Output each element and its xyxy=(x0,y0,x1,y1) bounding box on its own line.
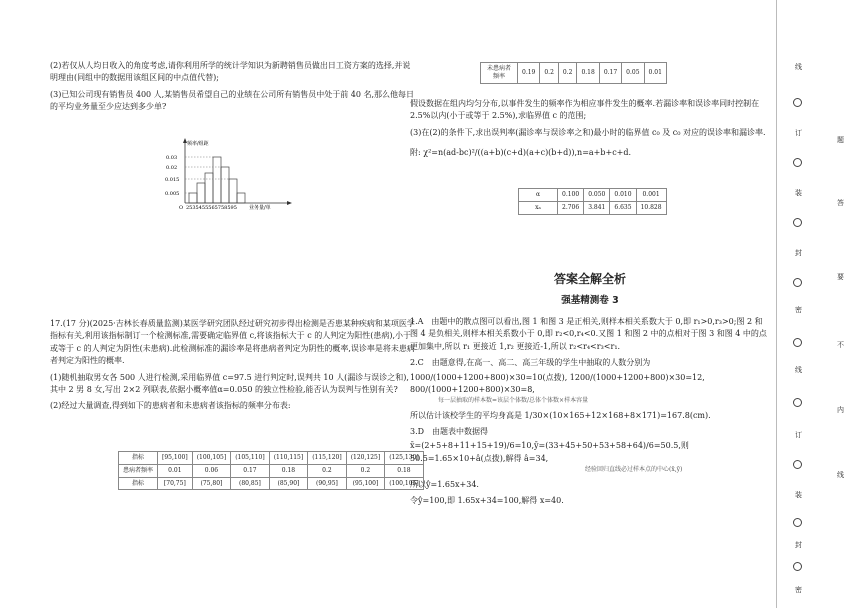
table-cell: 0.100 xyxy=(558,189,584,202)
table-cell: 10.828 xyxy=(636,201,666,214)
hist-ytick-3: 0.015 xyxy=(165,177,180,183)
margin-char: 封 xyxy=(795,541,802,549)
table-cell: (80,85] xyxy=(231,477,270,490)
answer-3-note: 经验回归直线必过样本点的中心(x̄,ȳ) xyxy=(585,466,683,474)
margin-char: 不 xyxy=(837,341,844,349)
margin-char: 线 xyxy=(795,366,802,374)
table-cell: (100,105] xyxy=(192,452,231,465)
q17-part3: (3)在(2)的条件下,求出误判率(漏诊率与误诊率之和)最小时的临界值 c₀ 及 c₀ 对应的误诊率和漏诊率. xyxy=(410,127,766,137)
table-cell: (105,110] xyxy=(231,452,270,465)
unpatient-frequency-table xyxy=(480,62,667,84)
table-header: 未患病者频率 xyxy=(481,63,518,84)
question-16-part2: (2)若仅从人均日收入的角度考虑,请你利用所学的统计学知识为新聘销售员做出日工资方案的选择,并说明理由(同组中的数据用该组区间的中点值代替); xyxy=(50,61,411,83)
table-cell: 0.001 xyxy=(636,189,666,202)
hist-ytick-4: 0.005 xyxy=(165,191,180,197)
question-16-part3: (3)已知公司现有销售员 400 人,某销售员希望自己的业绩在公司所有销售员中处于前 40 名,那么他每日的平均业务量至少应达到多少单? xyxy=(50,89,415,112)
q17-part1: (1)随机抽取男女各 500 人进行检测,采用临界值 c=97.5 进行判定时,误判共 10 人(漏诊与误诊之和),其中 2 男 8 女,写出 2×2 列联表,依据小概率值α=0.050 的独立性检验,能否认为误判与性别有关? xyxy=(50,372,409,394)
table-cell: (85,90] xyxy=(269,477,308,490)
table-cell: [70,75] xyxy=(158,477,193,490)
q17-part2-cont: 假设数据在组内均匀分布,以事件发生的频率作为相应事件发生的概率.若漏诊率和误诊率同时控制在 2.5%以内(小于或等于 2.5%),求临界值 c 的范围; xyxy=(410,99,760,121)
table-cell: 2.706 xyxy=(558,201,584,214)
answer-3: 3.D 由题表中数据得 xyxy=(410,427,489,437)
table-cell: 0.18 xyxy=(385,464,424,477)
binding-hole xyxy=(793,278,802,287)
margin-char: 装 xyxy=(795,491,802,499)
table-cell: 0.18 xyxy=(269,464,308,477)
table-cell: 0.2 xyxy=(540,63,559,84)
appendix-formula: 附: χ²=n(ad-bc)²/((a+b)(c+d)(a+c)(b+d)),n=a+b+c+d. xyxy=(410,148,632,158)
binding-hole xyxy=(793,562,802,571)
critical-value-table xyxy=(518,188,667,215)
table-cell: (110,115] xyxy=(269,452,308,465)
table-cell: 0.18 xyxy=(577,63,599,84)
margin-char: 订 xyxy=(795,431,802,439)
table-cell: 0.01 xyxy=(158,464,193,477)
answer-3-equation: 所以ŷ=1.65x+34. xyxy=(410,479,479,489)
table-cell: 0.2 xyxy=(308,464,347,477)
margin-char: 订 xyxy=(795,129,802,137)
margin-char: 题 xyxy=(837,136,844,144)
table-cell: 0.05 xyxy=(622,63,644,84)
answer-2: 2.C 由题意得,在高一、高二、高三年级的学生中抽取的人数分别为 xyxy=(410,358,651,368)
binding-hole xyxy=(793,218,802,227)
binding-hole xyxy=(793,338,802,347)
margin-char: 封 xyxy=(795,249,802,257)
table-cell: 0.01 xyxy=(644,63,666,84)
hist-ylabel: 频率/组距 xyxy=(187,141,209,147)
margin-char: 装 xyxy=(795,189,802,197)
answer-3-result: 令ŷ=100,即 1.65x+34=100,解得 x=40. xyxy=(410,495,564,505)
question-17 xyxy=(50,318,415,417)
table-header: 指标 xyxy=(119,477,158,490)
right-questions xyxy=(410,98,770,164)
table-cell: (90,95] xyxy=(308,477,347,490)
table-cell: 6.635 xyxy=(610,201,636,214)
hist-ytick-2: 0.02 xyxy=(166,165,178,171)
answer-3-formula: x̄=(2+5+8+11+15+19)/6=10,ȳ=(33+45+50+53+58+64)/6=50.5,则 50.5=1.65×10+â(点拨),解得 â=34, xyxy=(410,441,689,463)
answer-2-note: 每一层抽取的样本数=该层个体数/总体个体数×样本容量 xyxy=(438,397,589,405)
hist-xlabel: 业务量/单 xyxy=(249,205,271,210)
hist-xticks: 2535455565758595 xyxy=(186,205,237,210)
binding-hole xyxy=(793,460,802,469)
frequency-table xyxy=(118,451,424,490)
table-cell: [95,100] xyxy=(158,452,193,465)
table-cell: 0.2 xyxy=(346,464,385,477)
answer-subtitle: 强基精测卷 3 xyxy=(561,295,619,306)
answers xyxy=(410,316,770,511)
histogram xyxy=(165,135,295,210)
left-column xyxy=(50,60,415,118)
table-cell: (115,120] xyxy=(308,452,347,465)
table-cell: (120,125] xyxy=(346,452,385,465)
table-header: 指标 xyxy=(119,452,158,465)
binding-hole xyxy=(793,158,802,167)
margin-char: 密 xyxy=(795,586,802,594)
table-header: α xyxy=(519,189,558,202)
hist-origin: O xyxy=(179,205,184,210)
margin-char: 内 xyxy=(837,406,844,414)
table-cell: 3.841 xyxy=(584,201,610,214)
binding-hole xyxy=(793,518,802,527)
table-cell: (75,80] xyxy=(192,477,231,490)
table-cell: (125,130] xyxy=(385,452,424,465)
table-cell: 0.010 xyxy=(610,189,636,202)
table-cell: 0.17 xyxy=(599,63,621,84)
table-cell: 0.050 xyxy=(584,189,610,202)
table-header: 患病者频率 xyxy=(119,464,158,477)
hist-ytick-1: 0.03 xyxy=(166,155,178,161)
table-cell: 0.17 xyxy=(231,464,270,477)
table-header: xₐ xyxy=(519,201,558,214)
binding-margin xyxy=(776,0,860,608)
answer-2-formula: 1000/(1000+1200+800)×30=10(点拨), 1200/(1000+1200+800)×30=12, 800/(1000+1200+800)×30=8, xyxy=(410,372,705,394)
margin-char: 答 xyxy=(837,199,844,207)
margin-char: 密 xyxy=(795,306,802,314)
q17-part2: (2)经过大量调查,得到如下的患病者和未患病者该指标的频率分布表: xyxy=(50,401,291,411)
table-cell: 0.06 xyxy=(192,464,231,477)
q17-stem: 17.(17 分)(2025·吉林长春质量监测)某医学研究团队经过研究初步得出检测是否患某种疾病和某项医学指标有关,利用该指标制订一个检测标准,需要确定临界值 c,将该指标大于 c 的人判定为阳性(患病),小于或等于 c 的人判定为阴性(未患病).此检测标准的漏诊率是将患病者判定为阴性的概率,误诊率是将未患病者判定为阳性的概率. xyxy=(50,319,415,366)
table-cell: (95,100] xyxy=(346,477,385,490)
binding-hole xyxy=(793,398,802,407)
margin-char: 线 xyxy=(795,63,802,71)
answer-title: 答案全解全析 xyxy=(553,272,626,286)
binding-hole xyxy=(793,98,802,107)
table-cell: 0.19 xyxy=(518,63,540,84)
table-cell: (100,105] xyxy=(385,477,424,490)
margin-char: 线 xyxy=(837,471,844,479)
table-cell: 0.2 xyxy=(558,63,577,84)
margin-char: 要 xyxy=(837,273,844,281)
answer-2-result: 所以估计该校学生的平均身高是 1/30×(10×165+12×168+8×171)=167.8(cm). xyxy=(410,410,711,420)
answer-1: 1.A 由题中的散点图可以看出,图 1 和图 3 是正相关,则样本相关系数大于 0,即 r₁>0,r₃>0;图 2 和图 4 是负相关,则样本相关系数小于 0,即 r₂<0,r₄<0.又图 1 和图 2 中的点相对于图 3 和图 4 中的点更加集中,所以 r₁ 更接近 1,r₂ 更接近-1,所以 r₂<r₄<r₃<r₁. xyxy=(410,317,767,351)
